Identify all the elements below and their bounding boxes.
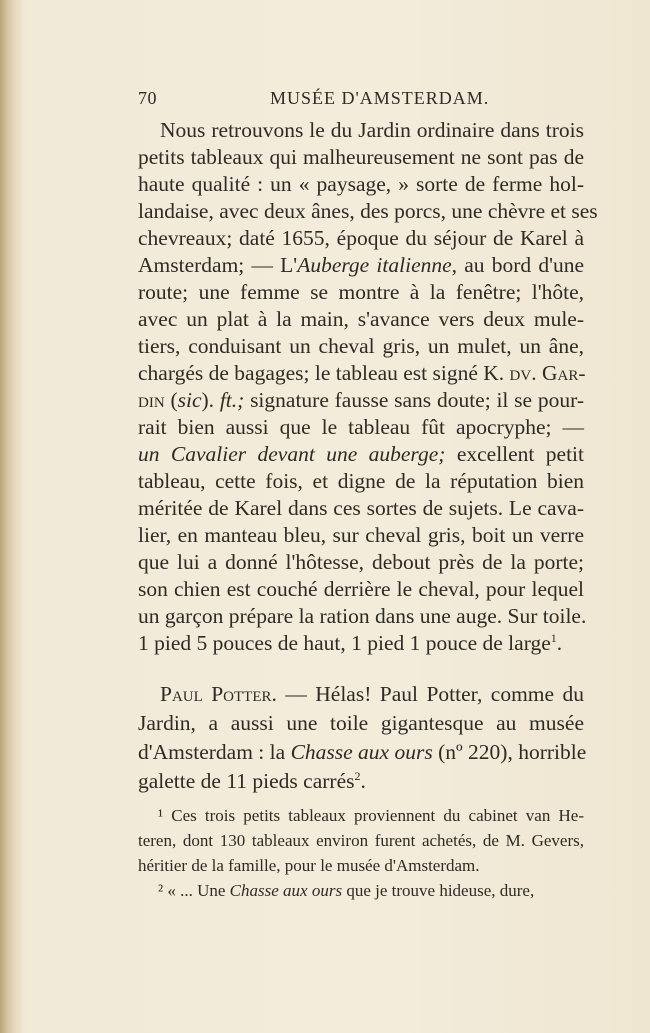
footnote-line <box>158 881 584 901</box>
footnote-line: teren, dont 130 tableaux environ furent achetés, de M. Gevers, <box>138 831 584 850</box>
text-segment: (nº 220), horrible <box>432 740 587 764</box>
artwork-title: Chasse aux ours <box>290 740 433 764</box>
text-segment: . <box>360 769 366 793</box>
text-line: Nous retrouvons le du Jardin ordinaire dans trois <box>160 118 584 142</box>
footnote-line: ¹ Ces trois petits tableaux proviennent du cabinet van He- <box>158 806 584 825</box>
signature-text: dv. Gar- <box>509 361 586 385</box>
text-line <box>138 740 587 765</box>
text-line: que lui a donné l'hôtesse, debout près de la porte; <box>138 550 584 574</box>
text-line: son chien est couché derrière le cheval, pour lequel <box>138 577 584 601</box>
running-header <box>138 88 584 110</box>
text-line: haute qualité : un « paysage, » sorte de ferme hol- <box>138 172 584 196</box>
text-segment: . <box>556 631 563 655</box>
italic-term: sic <box>177 388 202 412</box>
artist-name: Paul Potter. <box>160 682 277 706</box>
text-line: landaise, avec deux ânes, des porcs, une chèvre et ses <box>138 199 598 223</box>
text-line: lier, en manteau bleu, sur cheval gris, boit un verre <box>138 523 584 547</box>
text-segment: ). <box>201 388 220 412</box>
text-segment: — Hélas! Paul Potter, comme du <box>276 682 584 706</box>
artwork-title: Chasse aux ours <box>229 881 343 900</box>
footnote-marker: 2 <box>354 769 361 783</box>
text-segment: ( <box>164 388 178 412</box>
text-segment: d'Amsterdam : la <box>138 740 291 764</box>
text-line <box>138 631 584 656</box>
text-line <box>160 682 584 707</box>
text-segment: signature fausse sans doute; il se pour- <box>244 388 584 412</box>
text-line: route; une femme se montre à la fenêtre; l'hôte, <box>138 280 584 304</box>
text-line: méritée de Karel dans ces sortes de sujets. Le cava- <box>138 496 584 520</box>
text-line: petits tableaux qui malheureusement ne sont pas de <box>138 145 584 169</box>
text-line: avec un plat à la main, s'avance vers deux mule- <box>138 307 584 331</box>
text-segment: 1 pied 5 pouces de haut, 1 pied 1 pouce de large <box>138 631 551 655</box>
footnote-line: héritier de la famille, pour le musée d'Amsterdam. <box>138 856 480 875</box>
text-segment: au bord d'une <box>457 253 584 277</box>
footnote-marker: 1 <box>550 631 557 645</box>
text-line <box>138 442 584 467</box>
italic-term: ft.; <box>219 388 245 412</box>
text-segment: que je trouve hideuse, dure, <box>342 881 535 900</box>
text-line: chevreaux; daté 1655, époque du séjour de Karel à <box>138 226 584 250</box>
signature-text: din <box>138 388 165 412</box>
text-line <box>138 769 584 794</box>
text-line <box>138 388 584 413</box>
text-line: rait bien aussi que le tableau fût apocryphe; — <box>138 415 584 439</box>
text-segment: excellent petit <box>445 442 585 466</box>
artwork-title: un Cavalier devant une auberge; <box>138 442 446 466</box>
page-spine-shadow <box>0 0 22 1033</box>
text-segment: Amsterdam; — L' <box>138 253 298 277</box>
text-line <box>138 253 584 278</box>
text-line: tiers, conduisant un cheval gris, un mulet, un âne, <box>138 334 584 358</box>
text-line <box>138 361 584 386</box>
running-title: MUSÉE D'AMSTERDAM. <box>270 88 490 108</box>
text-segment: galette de 11 pieds carrés <box>138 769 355 793</box>
artwork-title: Auberge italienne, <box>297 253 458 277</box>
page-number: 70 <box>138 88 157 108</box>
text-segment: chargés de bagages; le tableau est signé K. <box>138 361 510 385</box>
text-segment: ² « ... Une <box>158 881 230 900</box>
text-line: un garçon prépare la ration dans une auge. Sur toile. <box>138 604 587 628</box>
text-line: Jardin, a aussi une toile gigantesque au musée <box>138 711 584 735</box>
text-line: tableau, cette fois, et digne de la réputation bien <box>138 469 584 493</box>
